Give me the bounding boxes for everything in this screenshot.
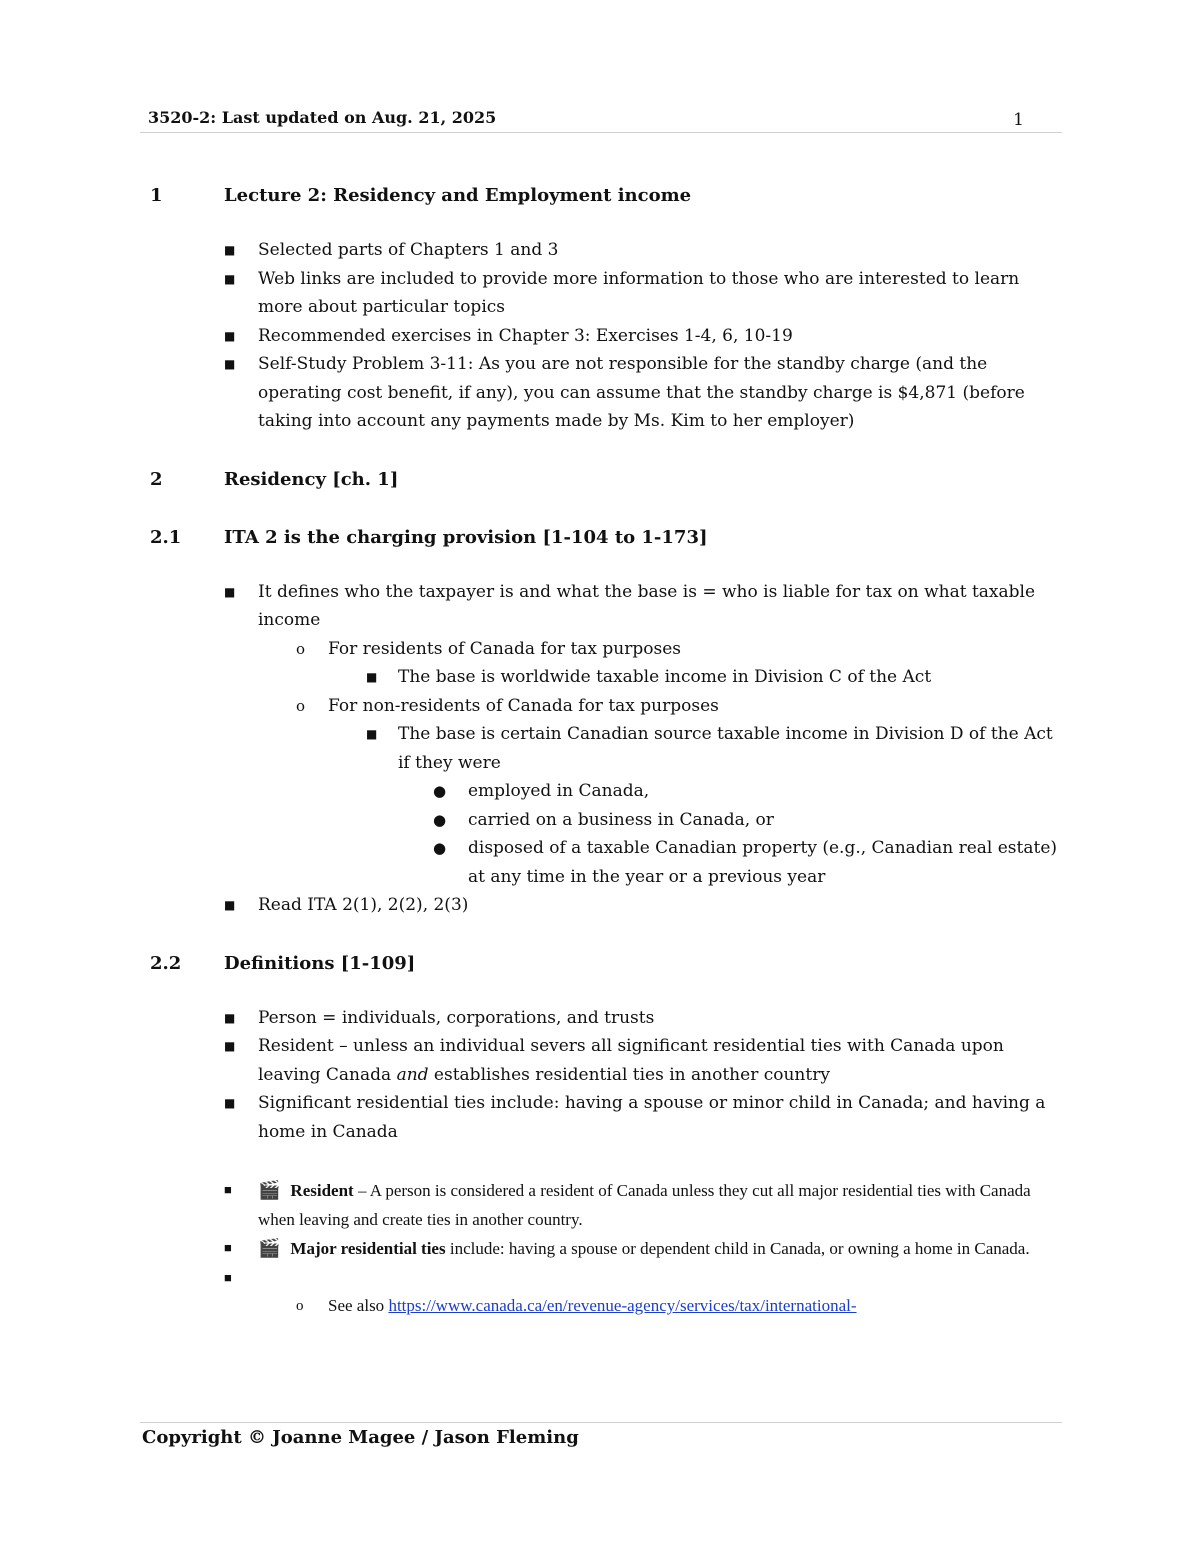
page-number: 1 xyxy=(1013,110,1024,130)
list-item: ● disposed of a taxable Canadian property (e.g., Canadian real estate) at any time in the year or a previous year xyxy=(433,838,1058,887)
list-item: ■ 🎬 Major residential ties include: having a spouse or dependent child in Canada, or owning a home in Canada. xyxy=(224,1238,1030,1258)
list-item: ■ Resident – unless an individual severs all significant residential ties with Canada upon leaving Canada and establishes residential ties in another country xyxy=(224,1036,1004,1085)
list-item: o For residents of Canada for tax purposes xyxy=(296,638,682,659)
list-item: ■ Read ITA 2(1), 2(2), 2(3) xyxy=(224,895,469,915)
list-item: ● employed in Canada, xyxy=(433,781,650,801)
lecture-bullets xyxy=(150,236,1060,436)
heading-2-number: 2 xyxy=(150,468,163,490)
list-item: ■ The base is worldwide taxable income in Division C of the Act xyxy=(366,667,932,687)
list-item: ■ Significant residential ties include: having a spouse or minor child in Canada; and having a home in Canada xyxy=(224,1093,1046,1142)
list-item: ■ Selected parts of Chapters 1 and 3 xyxy=(224,240,559,260)
heading-1 xyxy=(150,182,1060,210)
header-title: 3520-2: Last updated on Aug. 21, 2025 xyxy=(148,108,497,127)
document-body xyxy=(150,182,1060,1321)
list-item: ■ Web links are included to provide more information to those who are interested to learn more about particular topics xyxy=(224,268,1020,317)
list-item: ■ Self-Study Problem 3-11: As you are not responsible for the standby charge (and the operating cost benefit, if any), you can assume that the standby charge is $4,871 (before taking into account any payments made by Ms. Kim to her employer) xyxy=(224,354,1025,431)
plain-language-list xyxy=(150,1176,1060,1321)
list-item: ● carried on a business in Canada, or xyxy=(433,809,774,830)
heading-2-title: Residency [ch. 1] xyxy=(224,468,399,490)
page-header xyxy=(140,108,1062,133)
heading-1-title: Lecture 2: Residency and Employment income xyxy=(224,185,692,206)
copyright-text: Copyright © Joanne Magee / Jason Fleming xyxy=(142,1427,579,1448)
heading-2-2-title: Definitions [1-109] xyxy=(224,952,416,974)
page-footer xyxy=(140,1422,1062,1448)
heading-2-1-title: ITA 2 is the charging provision [1-104 to 1-173] xyxy=(224,526,708,548)
clapperboard-icon: 🎬 xyxy=(258,1180,281,1200)
heading-2-1-number: 2.1 xyxy=(150,526,182,548)
heading-2-2-number: 2.2 xyxy=(150,952,182,974)
heading-2-1 xyxy=(150,524,1060,552)
heading-1-number: 1 xyxy=(150,185,163,206)
list-item: ■ The base is certain Canadian source taxable income in Division D of the Act if they were xyxy=(366,724,1053,773)
definitions-list xyxy=(150,1004,1060,1147)
list-item: ■ It defines who the taxpayer is and what the base is = who is liable for tax on what taxable income xyxy=(224,581,1036,630)
list-item: o See also https://www.canada.ca/en/revenue-agency/services/tax/international- xyxy=(296,1296,857,1315)
list-item: o For non-residents of Canada for tax purposes xyxy=(296,695,719,716)
list-item: ■ Person = individuals, corporations, and trusts xyxy=(224,1007,655,1028)
charging-provision-list xyxy=(150,578,1060,920)
heading-2 xyxy=(150,466,1060,494)
cra-international-link[interactable]: https://www.canada.ca/en/revenue-agency/services/tax/international- xyxy=(388,1296,857,1315)
list-item: ■ 🎬 Resident – A person is considered a resident of Canada unless they cut all major residential ties with Canada when leaving and create ties in another country. xyxy=(224,1180,1031,1229)
list-item-empty: ■ xyxy=(224,1269,232,1285)
heading-2-2 xyxy=(150,950,1060,978)
list-item: ■ Recommended exercises in Chapter 3: Exercises 1-4, 6, 10-19 xyxy=(224,325,793,346)
clapperboard-icon: 🎬 xyxy=(258,1238,281,1258)
